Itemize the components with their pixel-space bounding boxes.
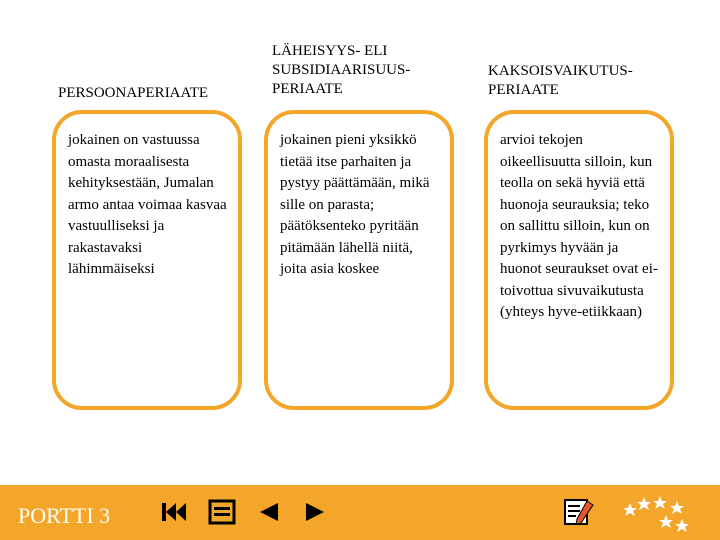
first-icon[interactable]	[160, 501, 188, 523]
column-title-kaksoisvaikutus: KAKSOISVAIKUTUS-PERIAATE	[488, 63, 633, 98]
previous-icon[interactable]	[258, 502, 280, 522]
notes-icon[interactable]	[563, 497, 595, 527]
footer-bar	[0, 485, 720, 540]
column-body-subsidiaarisuus: jokainen pieni yksikkö tietää itse parhaiten ja pystyy päättämään, mikä sille on parasta; päätöksenteko pyritään pitämään lähellä niitä, joita asia koskee	[280, 132, 430, 277]
column-title-subsidiaarisuus: LÄHEISYYS- ELI SUBSIDIAARISUUS-PERIAATE	[272, 43, 411, 97]
footer-label: PORTTI 3	[18, 503, 111, 528]
column-body-kaksoisvaikutus: arvioi tekojen oikeellisuutta silloin, kun teolla on sekä hyviä että huonoja seurauksia; teko on sallittu silloin, kun on pyrkimys hyvään ja huonot seuraukset ovat ei-toivottua sivuvaikutusta (yhteys hyve-etiikkaan)	[500, 132, 658, 320]
menu-icon[interactable]	[208, 499, 236, 525]
stars-logo-icon	[622, 493, 692, 535]
column-box-subsidiaarisuus	[264, 110, 454, 410]
column-box-persoonaperiaate	[52, 110, 242, 410]
column-title-persoonaperiaate: PERSOONAPERIAATE	[58, 85, 209, 101]
next-icon[interactable]	[304, 502, 326, 522]
column-box-kaksoisvaikutus	[484, 110, 674, 410]
column-body-persoonaperiaate: jokainen on vastuussa omasta moraalisesta kehityksestään, Jumalan armo antaa voimaa kasvaa vastuulliseksi ja rakastavaksi lähimmäiseksi	[68, 132, 227, 277]
